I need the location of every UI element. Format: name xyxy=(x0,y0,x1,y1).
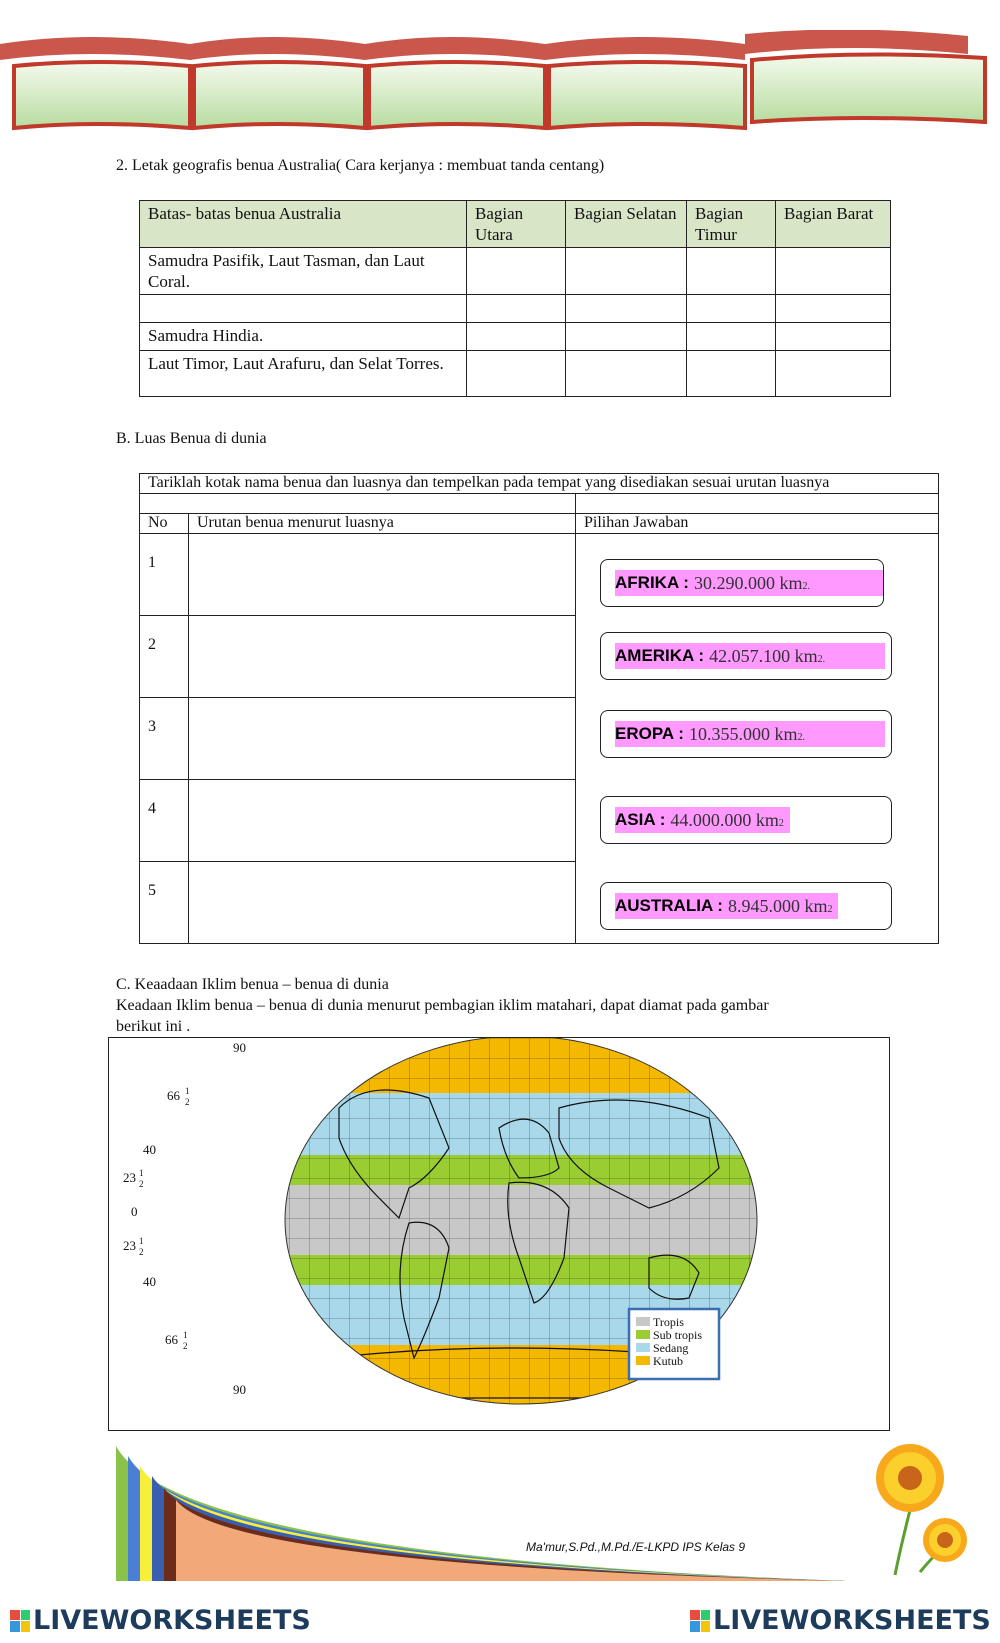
banner-panel xyxy=(190,37,365,128)
table-row xyxy=(140,351,891,397)
legend-swatch xyxy=(636,1330,650,1339)
drop-target[interactable] xyxy=(189,862,576,944)
instruction-row xyxy=(140,474,939,494)
legend-label: Tropis xyxy=(653,1315,684,1329)
liveworksheets-mark-icon xyxy=(10,1610,30,1632)
lat-label-frac: 2 xyxy=(139,1179,144,1189)
logo-text: LIVEWORKSHEETS xyxy=(713,1605,991,1636)
lat-label: 66 xyxy=(165,1332,178,1347)
banner-panel xyxy=(365,37,545,128)
drop-target[interactable] xyxy=(189,534,576,616)
table-row xyxy=(140,248,891,295)
check-cell[interactable] xyxy=(467,323,566,351)
check-cell[interactable] xyxy=(467,295,566,323)
lat-label-frac: 2 xyxy=(139,1247,144,1257)
lat-label: 23 xyxy=(123,1170,136,1185)
header-east: Bagian Timur xyxy=(687,201,776,248)
lat-label: 0 xyxy=(131,1204,138,1219)
check-cell[interactable] xyxy=(687,248,776,295)
legend-swatch xyxy=(636,1317,650,1326)
banner-panel xyxy=(545,37,745,128)
liveworksheets-logo-right[interactable] xyxy=(690,1605,991,1636)
header-south: Bagian Selatan xyxy=(566,201,687,248)
continent-area: 10.355.000 km2. xyxy=(688,723,805,744)
logo-text: LIVEWORKSHEETS xyxy=(33,1605,311,1636)
lat-label: 40 xyxy=(143,1142,156,1157)
lat-label-frac: 2 xyxy=(185,1097,190,1107)
footer-wave-decoration xyxy=(116,1446,856,1586)
lat-label-frac: 1 xyxy=(183,1330,188,1340)
table-header-row xyxy=(140,201,891,248)
section-a-heading: 2. Letak geografis benua Australia( Cara kerjanya : membuat tanda centang) xyxy=(116,157,605,174)
continent-area: 44.000.000 km2 xyxy=(670,809,784,830)
liveworksheets-mark-icon xyxy=(690,1610,710,1632)
section-c-description-cont: berikut ini . xyxy=(116,1018,191,1035)
climate-map-frame xyxy=(108,1037,890,1431)
lat-label-frac: 1 xyxy=(139,1236,144,1246)
check-cell[interactable] xyxy=(776,295,891,323)
answer-box-amerika[interactable] xyxy=(600,632,892,680)
legend-swatch xyxy=(636,1356,650,1365)
border-name: Samudra Pasifik, Laut Tasman, dan Laut Coral. xyxy=(140,248,467,295)
check-cell[interactable] xyxy=(566,351,687,397)
continent-name: AUSTRALIA : xyxy=(615,896,723,915)
legend-label: Sub tropis xyxy=(653,1328,703,1342)
check-cell[interactable] xyxy=(776,248,891,295)
section-c-text xyxy=(116,974,769,1037)
border-name: Laut Timor, Laut Arafuru, dan Selat Torres. xyxy=(140,351,467,397)
continent-name: AFRIKA : xyxy=(615,573,689,592)
check-cell[interactable] xyxy=(687,323,776,351)
check-cell[interactable] xyxy=(467,351,566,397)
lat-label: 90 xyxy=(233,1040,246,1055)
check-cell[interactable] xyxy=(566,323,687,351)
row-number: 2 xyxy=(140,616,189,698)
climate-legend xyxy=(629,1309,719,1379)
drop-target[interactable] xyxy=(189,616,576,698)
footer-credit: Ma'mur,S.Pd.,M.Pd./E-LKPD IPS Kelas 9 xyxy=(526,1540,746,1554)
banner-panel xyxy=(745,30,985,122)
banner-panel xyxy=(14,62,190,128)
lat-label-frac: 2 xyxy=(183,1341,188,1351)
lat-label: 66 xyxy=(167,1088,180,1103)
border-name: Samudra Hindia. xyxy=(140,323,467,351)
continent-name: ASIA : xyxy=(615,810,666,829)
section-c-heading: C. Keaadaan Iklim benua – benua di dunia xyxy=(116,976,389,993)
check-cell[interactable] xyxy=(467,248,566,295)
blank-row xyxy=(140,494,939,514)
header-west: Bagian Barat xyxy=(776,201,891,248)
table-header-row xyxy=(140,514,939,534)
header-no: No xyxy=(140,514,189,534)
continent-name: AMERIKA : xyxy=(615,646,705,665)
check-cell[interactable] xyxy=(776,351,891,397)
table-row xyxy=(140,323,891,351)
continent-area-table xyxy=(139,473,939,944)
continent-area: 30.290.000 km2. xyxy=(693,572,810,593)
check-cell[interactable] xyxy=(687,351,776,397)
top-banner xyxy=(0,30,1000,135)
legend-label: Sedang xyxy=(653,1341,689,1355)
check-cell[interactable] xyxy=(566,295,687,323)
legend-label: Kutub xyxy=(653,1354,683,1368)
check-cell[interactable] xyxy=(566,248,687,295)
row-number: 1 xyxy=(140,534,189,616)
australia-borders-table xyxy=(139,200,891,397)
continent-area: 8.945.000 km2 xyxy=(727,895,833,916)
answer-box-afrika[interactable] xyxy=(600,559,884,607)
climate-zone-map xyxy=(109,1038,889,1430)
drop-target[interactable] xyxy=(189,780,576,862)
lat-label-frac: 1 xyxy=(139,1168,144,1178)
instruction-text: Tariklah kotak nama benua dan luasnya dan tempelkan pada tempat yang disediakan sesuai urutan luasnya xyxy=(140,474,939,494)
check-cell[interactable] xyxy=(687,295,776,323)
continent-name: EROPA : xyxy=(615,724,684,743)
continent-area: 42.057.100 km2. xyxy=(709,645,826,666)
header-order: Urutan benua menurut luasnya xyxy=(189,514,576,534)
lat-label: 90 xyxy=(233,1382,246,1397)
row-number: 5 xyxy=(140,862,189,944)
lat-label: 40 xyxy=(143,1274,156,1289)
section-c-description: Keadaan Iklim benua – benua di dunia menurut pembagian iklim matahari, dapat diamat pada gambar xyxy=(116,997,769,1014)
answer-box-australia[interactable] xyxy=(600,882,892,930)
drop-target[interactable] xyxy=(189,698,576,780)
lat-label: 23 xyxy=(123,1238,136,1253)
legend-swatch xyxy=(636,1343,650,1352)
header-north: Bagian Utara xyxy=(467,201,566,248)
liveworksheets-logo-left[interactable] xyxy=(10,1605,311,1636)
header-borders: Batas- batas benua Australia xyxy=(140,201,467,248)
row-number: 4 xyxy=(140,780,189,862)
header-choices: Pilihan Jawaban xyxy=(576,514,939,534)
table-row xyxy=(140,295,891,323)
answer-box-asia[interactable] xyxy=(600,796,892,844)
lat-label-frac: 1 xyxy=(185,1086,190,1096)
section-b-heading: B. Luas Benua di dunia xyxy=(116,430,267,447)
check-cell[interactable] xyxy=(776,323,891,351)
answer-box-eropa[interactable] xyxy=(600,710,892,758)
sunflower-decoration xyxy=(870,1440,980,1580)
border-name xyxy=(140,295,467,323)
row-number: 3 xyxy=(140,698,189,780)
